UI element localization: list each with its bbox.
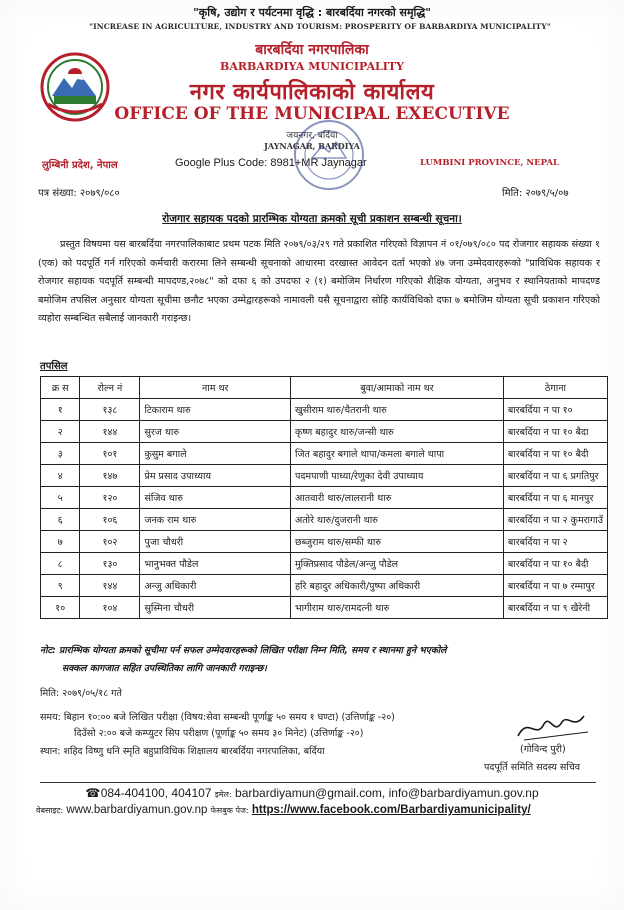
cell-roll: १४४: [80, 421, 140, 443]
cell-parents: जित बहादुर बगाले थापा/कमला बगाले थापा: [290, 443, 503, 465]
cell-roll: १०२: [80, 531, 140, 553]
cell-serial: ५: [41, 487, 80, 509]
google-plus-code: Google Plus Code: 8981+MR Jaynagar: [175, 157, 367, 169]
cell-address: बारबर्दिया न पा १० बैदा: [503, 421, 607, 443]
column-header-parents: बुवा/आमाको नाम थर: [290, 377, 503, 399]
province-nepali: लुम्बिनी प्रदेश, नेपाल: [42, 160, 118, 171]
footer-facebook-label: फेसबुक पेज:: [210, 806, 249, 815]
cell-name: भानुभक्त पौडेल: [140, 553, 291, 575]
cell-serial: ९: [41, 575, 80, 597]
column-header-roll: रोल्न नं: [80, 377, 140, 399]
place-english: JAYNAGAR, BARDIYA: [264, 141, 360, 151]
cell-serial: ६: [41, 509, 80, 531]
slogan-nepali: "कृषि, उद्योग र पर्यटनमा वृद्धि : बारबर्दिया नगरको समृद्धि": [193, 6, 431, 19]
cell-serial: ४: [41, 465, 80, 487]
footer-website-label: वेबसाइट:: [36, 806, 64, 815]
exam-written-slot: समय: बिहान १०:०० बजे लिखित परीक्षा (विषय:सेवा सम्बन्धी पूर्णाङ्क ५० समय १ घण्टा) (उत्तिर्णाङ्क -२०): [40, 712, 395, 723]
footer-website-link[interactable]: www.barbardiyamun.gov.np: [66, 804, 208, 816]
cell-parents: छब्जुराम थारु/सम्फी थारु: [290, 531, 503, 553]
cell-serial: १: [41, 399, 80, 421]
cell-roll: १४४: [80, 575, 140, 597]
table-row: [41, 597, 608, 619]
footer-web: [36, 804, 616, 816]
cell-serial: ७: [41, 531, 80, 553]
cell-serial: २: [41, 421, 80, 443]
cell-address: बारबर्दिया न पा २ कुमरागाउँ: [503, 509, 607, 531]
cell-name: प्रेम प्रसाद उपाध्याय: [140, 465, 291, 487]
cell-name: कुसुम बगाले: [140, 443, 291, 465]
column-header-name: नाम थर: [140, 377, 291, 399]
cell-address: बारबर्दिया न पा ७ रम्मापुर: [503, 575, 607, 597]
cell-name: संजिव थारु: [140, 487, 291, 509]
footer-email-label: इमेल:: [214, 790, 232, 799]
cell-address: बारबर्दिया न पा ६ प्रगतिपुर: [503, 465, 607, 487]
table-row: [41, 553, 608, 575]
cell-serial: १०: [41, 597, 80, 619]
cell-parents: हरि बहादुर अधिकारी/पुष्पा अधिकारी: [290, 575, 503, 597]
table-row: [41, 465, 608, 487]
cell-parents: अतोरे थारु/दुजरानी थारु: [290, 509, 503, 531]
office-name-nepali: नगर कार्यपालिकाको कार्यालय: [189, 80, 435, 105]
exam-note: [40, 642, 606, 678]
cell-roll: १३०: [80, 553, 140, 575]
cell-parents: पदमपाणी पाध्या/रेणुका देवी उपाध्याय: [290, 465, 503, 487]
table-row: [41, 509, 608, 531]
reference-number: पत्र संख्या: २०७९/०८०: [38, 188, 120, 199]
cell-roll: १२०: [80, 487, 140, 509]
cell-parents: मुक्तिप्रसाद पौडेल/अन्जु पौडेल: [290, 553, 503, 575]
cell-roll: १०१: [80, 443, 140, 465]
table-row: [41, 487, 608, 509]
cell-roll: १४७: [80, 465, 140, 487]
exam-date: मिति: २०७९/०५/१८ गते: [40, 688, 122, 699]
cell-address: बारबर्दिया न पा २: [503, 531, 607, 553]
table-row: [41, 443, 608, 465]
footer-email[interactable]: barbardiyamun@gmail.com, info@barbardiyamun.gov.np: [235, 786, 539, 800]
table-row: [41, 399, 608, 421]
table-row: [41, 531, 608, 553]
cell-serial: ३: [41, 443, 80, 465]
cell-address: बारबर्दिया न पा १० बैदी: [503, 443, 607, 465]
column-header-address: ठेगाना: [503, 377, 607, 399]
municipality-name-english: BARBARDIYA MUNICIPALITY: [220, 60, 404, 73]
exam-computer-slot: दिउँसो २:०० बजे कम्प्युटर सिप परीक्षण (पूर्णाङ्क ५० समय ३० मिनेट) (उत्तिर्णाङ्क -२०): [74, 728, 364, 739]
phone-icon: ☎: [85, 786, 101, 800]
cell-name: टिकाराम थारु: [140, 399, 291, 421]
cell-address: बारबर्दिया न पा ६ मानपुर: [503, 487, 607, 509]
exam-venue: स्थान: शहिद विष्णु धनि स्मृति बहुप्राविधिक शिक्षालय बारबर्दिया नगरपालिका, बर्दिया: [40, 746, 325, 757]
office-name-english: OFFICE OF THE MUNICIPAL EXECUTIVE: [114, 104, 510, 124]
note-line-1: नोट: प्रारम्भिक योग्यता क्रमको सूचीमा पर्न सफल उम्मेदवारहरूको लिखित परीक्षा निम्न मिति, समय र स्थानमा हुने भएकोले: [40, 645, 447, 656]
details-heading: तपसिल: [40, 361, 68, 372]
letter-date: मिति: २०७९/५/०७: [502, 188, 569, 199]
table-row: [41, 421, 608, 443]
footer-facebook-link[interactable]: https://www.facebook.com/Barbardiyamunicipality/: [251, 804, 531, 816]
cell-roll: १३८: [80, 399, 140, 421]
cell-parents: आतवारी थारु/लालरानी थारु: [290, 487, 503, 509]
signature-icon: [514, 706, 594, 746]
cell-name: सुरज थारु: [140, 421, 291, 443]
cell-address: बारबर्दिया न पा १०: [503, 399, 607, 421]
footer-contact: [0, 786, 624, 800]
notice-body: प्रस्तुत विषयमा यस बारबर्दिया नगरपालिकाबाट प्रथम पटक मिति २०७९/०३/२९ गते प्रकाशित गरिएको विज्ञापन नं ०१/०७९/०८० पद रोजगार सहायक संख्या १ (एक) को पदपूर्ति गर्न गरिएको कर्मचारी करारमा लिने सम्बन्धी सूचनाको आधारमा दरखास्त आवेदन दर्ता भएको ४७ जना उम्मेदवारहरूको "प्राविधिक सहायक र रोजगार सहायक पदपूर्ति सम्बन्धी मापदण्ड,२०७८" को दफा ६ को उपदफा २ (१) बमोजिम निर्धारण गरिएको शैक्षिक योग्यता, अनुभव र स्थानियताको मापदण्ड बमोजिम तपसिल अनुसार योग्यता सूचीमा छनौट भएका उम्मेद्वारहरूको नामावली यसै सूचनाद्वारा सोहि कार्यविधिको दफा ७ बमोजिम योग्यता सूची प्रकाशन गरिएको व्यहोरा सम्बन्धित सबैलाई जानकारी गराइन्छ।: [38, 239, 600, 325]
cell-address: बारबर्दिया न पा ९ खैरेनी: [503, 597, 607, 619]
cell-serial: ८: [41, 553, 80, 575]
cell-parents: भागीराम थारु/रामदत्नी थारु: [290, 597, 503, 619]
municipality-name-nepali: बारबर्दिया नगरपालिका: [255, 42, 369, 58]
cell-name: सुस्मिना चौधरी: [140, 597, 291, 619]
signer-title: पदपूर्ति समिति सदस्य सचिव: [484, 762, 581, 773]
cell-name: अन्जु अधिकारी: [140, 575, 291, 597]
cell-name: जनक राम थारु: [140, 509, 291, 531]
cell-address: बारबर्दिया न पा १० बैदी: [503, 553, 607, 575]
office-stamp-icon: [292, 118, 366, 192]
cell-roll: १०६: [80, 509, 140, 531]
table-row: [41, 575, 608, 597]
cell-parents: कृष्ण बहादुर थारु/जन्सी थारु: [290, 421, 503, 443]
slogan-english: "INCREASE IN AGRICULTURE, INDUSTRY AND TOURISM: PROSPERITY OF BARBARDIYA MUNICIPALITY": [89, 22, 551, 31]
place-nepali: जयनगर, बर्दिया: [286, 131, 338, 141]
note-line-2: सक्कल कागजात सहित उपस्थितिका लागि जानकारी गराइन्छ।: [62, 663, 267, 674]
notice-subject: रोजगार सहायक पदको प्रारम्भिक योग्यता क्रमको सूची प्रकाशन सम्बन्धी सूचना।: [162, 213, 462, 225]
column-header-serial: क्र स: [41, 377, 80, 399]
footer-divider: [40, 782, 596, 783]
signer-name: (गोविन्द पुरी): [520, 744, 566, 755]
footer-phone: 084-404100, 404107: [100, 786, 212, 800]
table-header-row: [41, 377, 608, 399]
cell-roll: १०४: [80, 597, 140, 619]
cell-parents: खुसीराम थारु/चैतरानी थारु: [290, 399, 503, 421]
cell-name: पुजा चौधरी: [140, 531, 291, 553]
province-english: LUMBINI PROVINCE, NEPAL: [420, 158, 560, 168]
candidate-table: [40, 376, 608, 619]
